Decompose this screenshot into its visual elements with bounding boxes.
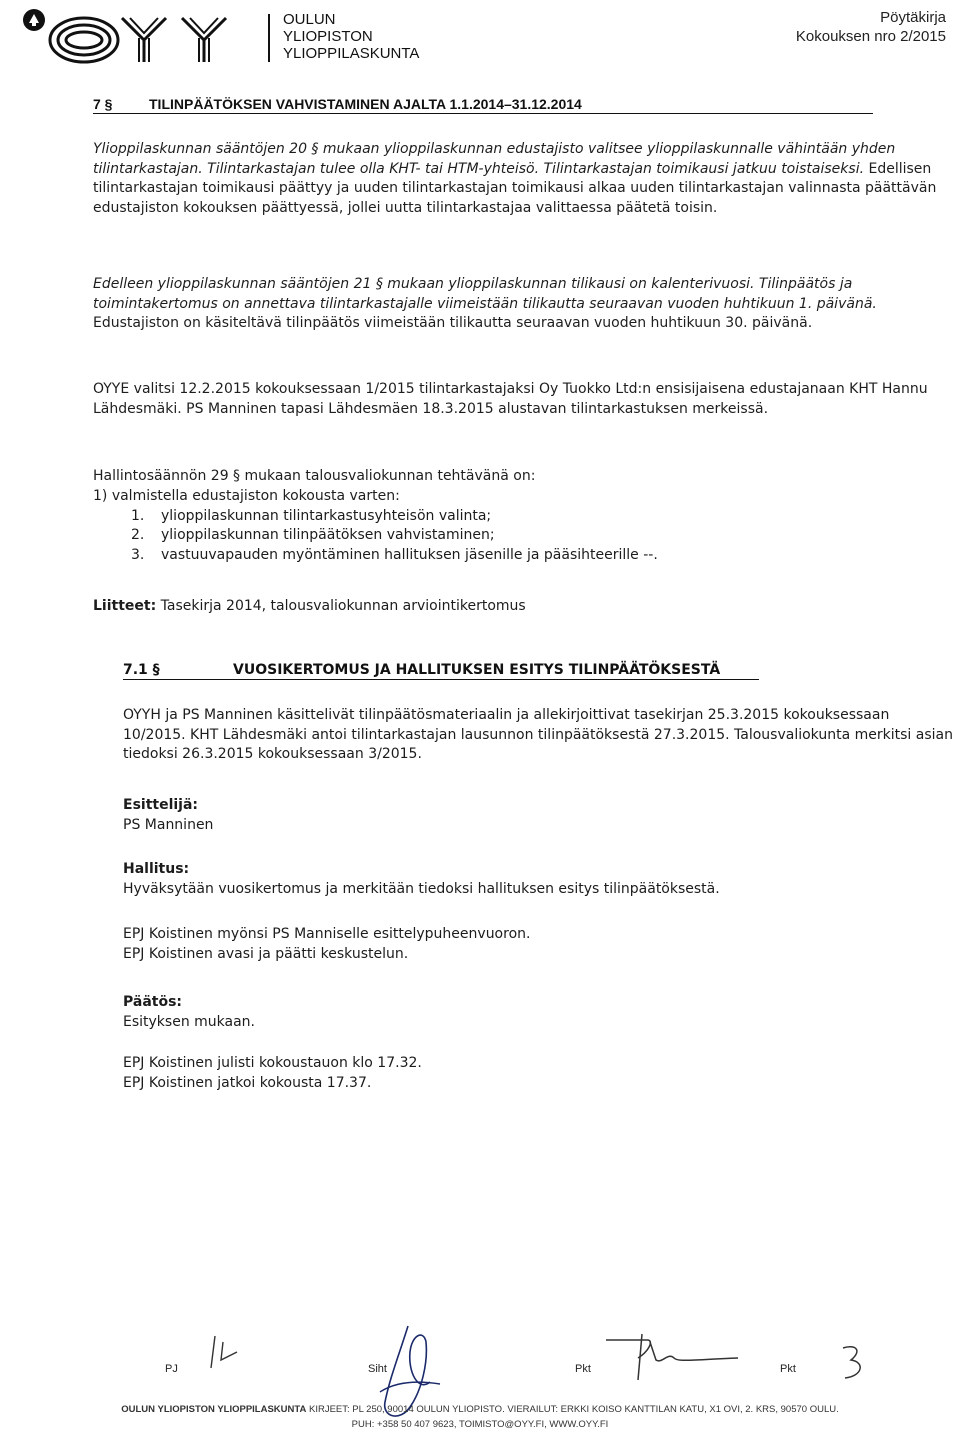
- page-footer: [0, 1402, 960, 1432]
- note-speaking-turn: EPJ Koistinen myönsi PS Manniselle esittelypuheenvuoron.: [123, 926, 531, 942]
- signature-label-pj: PJ: [165, 1363, 178, 1375]
- list-item-text: vastuuvapauden myöntäminen hallituksen jäsenille ja pääsihteerille --.: [161, 546, 658, 563]
- attachments: [93, 598, 526, 614]
- discussion-notes: [123, 925, 953, 964]
- list-item: [93, 507, 953, 526]
- org-name-line2: YLIOPISTON: [283, 28, 373, 45]
- signature-label-siht: Siht: [368, 1363, 387, 1375]
- org-name-line3: YLIOPPILASKUNTA: [283, 45, 420, 62]
- org-name: [283, 11, 419, 62]
- list-item-number: 1.: [131, 508, 145, 524]
- note-break-end: EPJ Koistinen jatkoi kokousta 17.37.: [123, 1074, 372, 1091]
- section-7-1-title: VUOSIKERTOMUS JA HALLITUKSEN ESITYS TILINPÄÄTÖKSESTÄ: [233, 662, 721, 678]
- footer-contact: PUH: +358 50 407 9623, TOIMISTO@OYY.FI, WWW.OYY.FI: [351, 1419, 609, 1430]
- list-item-text: ylioppilaskunnan tilinpäätöksen vahvistaminen;: [161, 527, 495, 544]
- paragraph-financial-period-rest: Edustajiston on käsiteltävä tilinpäätös viimeistään tilikautta seuraavan vuoden huhtikuun 30. päivänä.: [93, 315, 813, 332]
- paragraph-auditor-election-rest: Edellisen tilintarkastajan toimikausi päättyy ja uuden tilintarkastajan toimikausi alkaa uuden tilintarkastajan valinnasta päättävän edustajiston kokouksen päättyessä, jollei uutta tilintarkastajaa valittaessa päätetä toisin.: [93, 160, 937, 216]
- paragraph-auditor-election: [93, 140, 953, 218]
- presenter-name: PS Manninen: [123, 816, 214, 833]
- attachments-text: Tasekirja 2014, talousvaliokunnan arviointikertomus: [156, 598, 526, 614]
- paragraph-auditor-election-italic: Ylioppilaskunnan sääntöjen 20 § mukaan ylioppilaskunnan edustajisto valitsee ylioppilaskunnalle vähintään yhden tilintarkastajan. Tilintarkastajan tulee olla KHT- tai HTM-yhteisö. Tilintarkastajan toimikausi jatkuu toistaiseksi.: [93, 141, 896, 177]
- list-item: [93, 546, 953, 565]
- footer-address-line1: KIRJEET: PL 250, 90014 OULUN YLIOPISTO. VIERAILUT: ERKKI KOISO KANTTILAN KATU, X1 OVI, 2. KRS, 90570 OULU.: [306, 1404, 839, 1415]
- section-7-1-heading: [123, 662, 759, 680]
- list-item: [93, 526, 953, 545]
- decision-text: Esityksen mukaan.: [123, 1013, 255, 1030]
- signature-label-pkt-1: Pkt: [575, 1363, 591, 1375]
- initials-pkt-1: [598, 1330, 748, 1385]
- list-item-number: 3.: [131, 546, 145, 563]
- footer-org: OULUN YLIOPISTON YLIOPPILASKUNTA: [121, 1404, 307, 1415]
- section-7-title: TILINPÄÄTÖKSEN VAHVISTAMINEN AJALTA 1.1.2014–31.12.2014: [149, 96, 582, 112]
- paragraph-financial-period-italic: Edelleen ylioppilaskunnan sääntöjen 21 § mukaan ylioppilaskunnan tilikausi on kalenterivuosi. Tilinpäätös ja toimintakertomus on annettava tilintarkastajalle viimeistään tilikautta seuraavan vuoden huhtikuun 1. päivänä.: [93, 276, 877, 312]
- decision-label: Päätös:: [123, 994, 183, 1010]
- board-block: [123, 860, 953, 899]
- note-discussion: EPJ Koistinen avasi ja päätti keskustelun.: [123, 945, 409, 962]
- footer-address: [0, 1402, 960, 1417]
- decision-block: [123, 993, 953, 1032]
- presenter-block: [123, 796, 953, 835]
- board-proposal: Hyväksytään vuosikertomus ja merkitään tiedoksi hallituksen esitys tilinpäätöksestä.: [123, 880, 720, 897]
- paragraph-committee-duties: [93, 467, 953, 506]
- section-7-heading: [93, 96, 873, 114]
- section-7-number: 7 §: [93, 96, 113, 112]
- list-item-text: ylioppilaskunnan tilintarkastusyhteisön valinta;: [161, 508, 492, 524]
- note-break-start: EPJ Koistinen julisti kokoustauon klo 17.32.: [123, 1055, 422, 1071]
- meeting-number: Kokouksen nro 2/2015: [795, 28, 946, 45]
- initials-pj: [193, 1330, 263, 1380]
- section-7-1-number: 7.1 §: [123, 662, 160, 678]
- signature-label-pkt-2: Pkt: [780, 1363, 796, 1375]
- paragraph-annual-report: OYYH ja PS Manninen käsittelivät tilinpäätösmateriaalin ja allekirjoittivat tasekirjan 25.3.2015 kokouksessaan 10/2015. KHT Lähdesmäki antoi tilintarkastajan lausunnon tilinpäätöksestä 27.3.2015. Talousvaliokunta merkitsi asian tiedoksi 26.3.2015 kokouksessaan 3/2015.: [123, 707, 953, 763]
- board-label: Hallitus:: [123, 861, 190, 877]
- document-header-info: [796, 8, 946, 46]
- presenter-label: Esittelijä:: [123, 797, 199, 813]
- list-item-number: 2.: [131, 527, 145, 544]
- break-notes: [123, 1054, 953, 1093]
- paragraph-financial-period: [93, 275, 953, 334]
- attachments-label: Liitteet:: [93, 598, 157, 614]
- paragraph-auditor-selected: OYYE valitsi 12.2.2015 kokouksessaan 1/2015 tilintarkastajaksi Oy Tuokko Ltd:n ensisijaisena edustajanaan KHT Hannu Lähdesmäki. PS Manninen tapasi Lähdesmäen 18.3.2015 alustavan tilintarkastuksen merkeissä.: [93, 381, 928, 417]
- committee-duties-list: [93, 507, 953, 565]
- committee-duties-intro: Hallintosäännön 29 § mukaan talousvaliokunnan tehtävänä on:: [93, 468, 536, 484]
- initials-pkt-2: [835, 1342, 875, 1387]
- committee-duties-subitem: 1) valmistella edustajiston kokousta varten:: [93, 487, 400, 504]
- document-type: Pöytäkirja: [880, 9, 946, 26]
- org-name-line1: OULUN: [283, 11, 336, 28]
